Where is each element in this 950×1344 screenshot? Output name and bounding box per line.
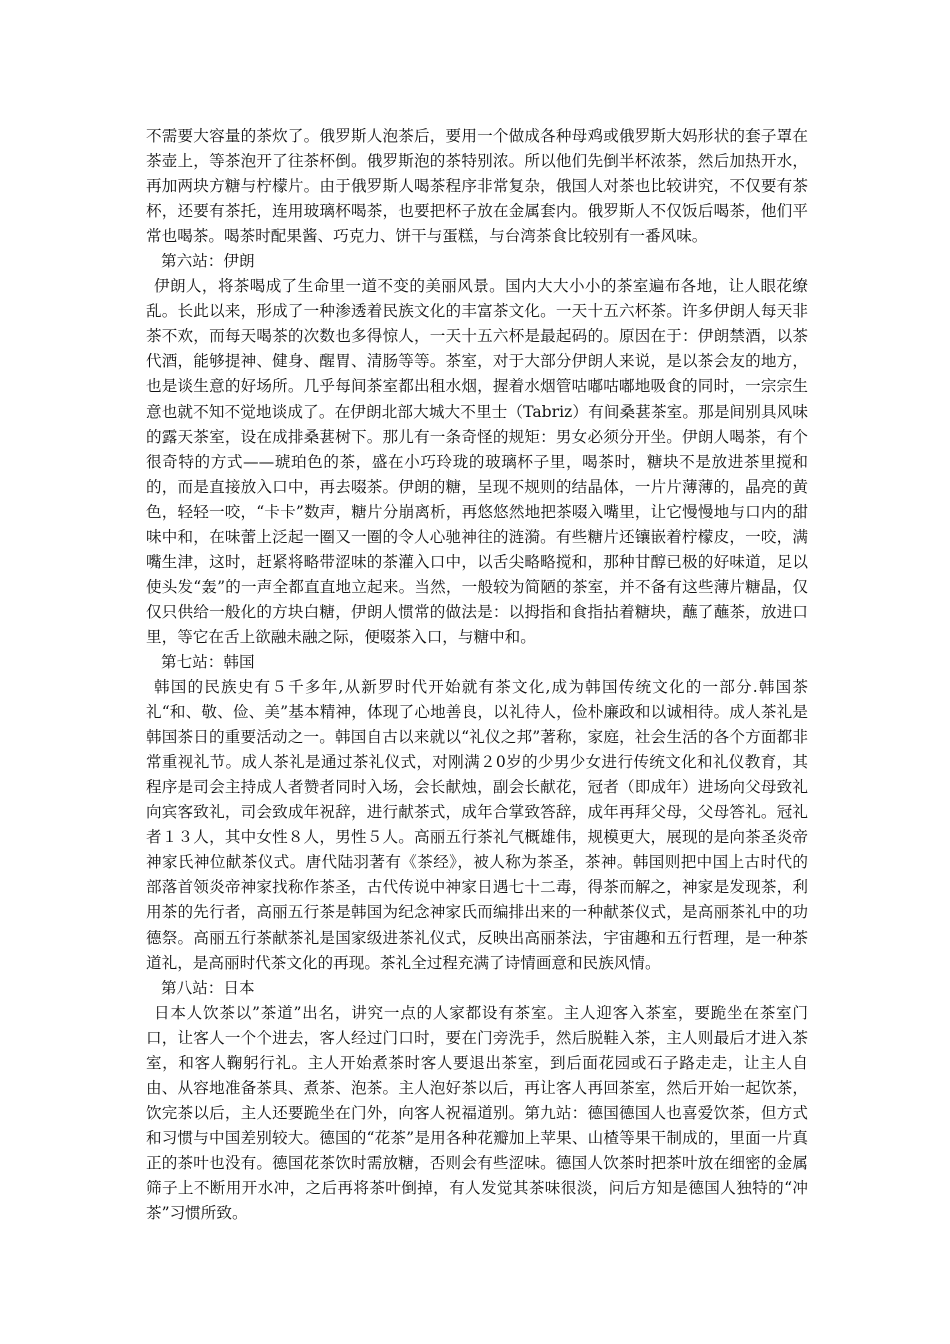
heading-station-6-iran: 第六站：伊朗 <box>161 252 255 271</box>
paragraph-korea-tea: 韩国的民族史有５千多年,从新罗时代开始就有茶文化,成为韩国传统文化的一部分.韩国茶礼“和、敬、俭、美”基本精神，体现了心地善良，以礼待人，俭朴廉政和以诚相待。成人茶礼是韩国茶日的重要活动之一。韩国自古以来就以“礼仪之邦”著称，家庭，社会生活的各个方面都非常重视礼节。成人茶礼是通过茶礼仪式，对刚满２0岁的少男少女进行传统文化和礼仪教育，其程序是司会主持成人者赞者同时入场，会长献烛，副会长献花，冠者（即成年）进场向父母致礼向宾客致礼，司会致成年祝辞，进行献茶式，成年合掌致答辞，成年再拜父母，父母答礼。冠礼者１３人，其中女性８人，男性５人。高丽五行茶礼气概雄伟，规模更大，展现的是向茶圣炎帝神家氏神位献茶仪式。唐代陆羽著有《茶经》，被人称为茶圣，茶神。韩国则把中国上古时代的部落首领炎帝神家找称作茶圣，古代传说中神家日遇七十二毒，得茶而解之，神家是发现茶，利用茶的先行者，高丽五行茶是韩国为纪念神家氏而编排出来的一种献茶仪式，是高丽茶礼中的功德祭。高丽五行茶献茶礼是国家级进茶礼仪式，反映出高丽茶法，宇宙趣和五行哲理，是一种茶道礼，是高丽时代茶文化的再现。茶礼全过程充满了诗情画意和民族风情。 <box>146 678 808 972</box>
heading-station-7-korea: 第七站：韩国 <box>161 652 255 671</box>
paragraph-japan-germany-tea: 日本人饮茶以”茶道”出名，讲究一点的人家都设有茶室。主人迎客入茶室，要跪坐在茶室门口，让客人一个个进去，客人经过门口时，要在门旁洗手，然后脱鞋入茶，主人则最后才进入茶室，和客人鞠躬行礼。主人开始煮茶时客人要退出茶室，到后面花园或石子路走走，让主人自由、从容地准备茶具、煮茶、泡茶。主人泡好茶以后，再让客人再回茶室，然后开始一起饮茶，饮完茶以后，主人还要跪坐在门外，向客人祝福道别。第九站：德国德国人也喜爱饮茶，但方式和习惯与中国差别较大。德国的“花茶”是用各种花瓣加上苹果、山楂等果干制成的，里面一片真正的茶叶也没有。德国花茶饮时需放糖，否则会有些涩味。德国人饮茶时把茶叶放在细密的金属筛子上不断用开水冲，之后再将茶叶倒掉，有人发觉其茶味很淡，问后方知是德国人独特的“冲茶”习惯所致。 <box>146 1003 808 1223</box>
paragraph-russia-tea: 不需要大容量的茶炊了。俄罗斯人泡茶后，要用一个做成各种母鸡或俄罗斯大妈形状的套子罩在茶壶上，等茶泡开了往茶杯倒。俄罗斯泡的茶特别浓。所以他们先倒半杯浓茶，然后加热开水，再加两块方糖与柠檬片。由于俄罗斯人喝茶程序非常复杂，俄国人对茶也比较讲究，不仅要有茶杯，还要有茶托，连用玻璃杯喝茶，也要把杯子放在金属套内。俄罗斯人不仅饭后喝茶，他们平常也喝茶。喝茶时配果酱、巧克力、饼干与蛋糕，与台湾茶食比较别有一番风味。 <box>146 127 808 246</box>
paragraph-iran-tea: 伊朗人，将茶喝成了生命里一道不变的美丽风景。国内大大小小的茶室遍布各地，让人眼花缭乱。长此以来，形成了一种渗透着民族文化的丰富茶文化。一天十五六杯茶。许多伊朗人每天非茶不欢，而每天喝茶的次数也多得惊人，一天十五六杯是最起码的。原因在于：伊朗禁酒，以茶代酒，能够提神、健身、醒胃、清肠等等。茶室，对于大部分伊朗人来说，是以茶会友的地方，也是谈生意的好场所。几乎每间茶室都出租水烟，握着水烟管咕嘟咕嘟地吸食的同时，一宗宗生意也就不知不觉地谈成了。在伊朗北部大城大不里士（Tabriz）有间桑葚茶室。那是间别具风味的露天茶室，设在成排桑葚树下。那儿有一条奇怪的规矩：男女必须分开坐。伊朗人喝茶，有个很奇特的方式——琥珀色的茶，盛在小巧玲珑的玻璃杯子里，喝茶时，糖块不是放进茶里搅和的，而是直接放入口中，再去啜茶。伊朗的糖，呈现不规则的结晶体，一片片薄薄的，晶亮的黄色，轻轻一咬，“卡卡”数声，糖片分崩离析，再悠悠然地把茶啜入嘴里，让它慢慢地与口内的甜味中和，在味蕾上泛起一圈又一圈的令人心驰神往的涟漪。有些糖片还镶嵌着柠檬皮，一咬，满嘴生津，这时，赶紧将略带涩味的茶灌入口中，以舌尖略略搅和，那种甘醇已极的好味道，足以使头发“轰”的一声全都直直地立起来。当然，一般较为简陋的茶室，并不备有这些薄片糖晶，仅仅只供给一般化的方块白糖，伊朗人惯常的做法是：以拇指和食指拈着糖块，蘸了蘸茶，放进口里，等它在舌上欲融未融之际，便啜茶入口，与糖中和。 <box>146 277 808 646</box>
heading-station-8-japan: 第八站：日本 <box>161 978 255 997</box>
document-body <box>146 124 808 1226</box>
